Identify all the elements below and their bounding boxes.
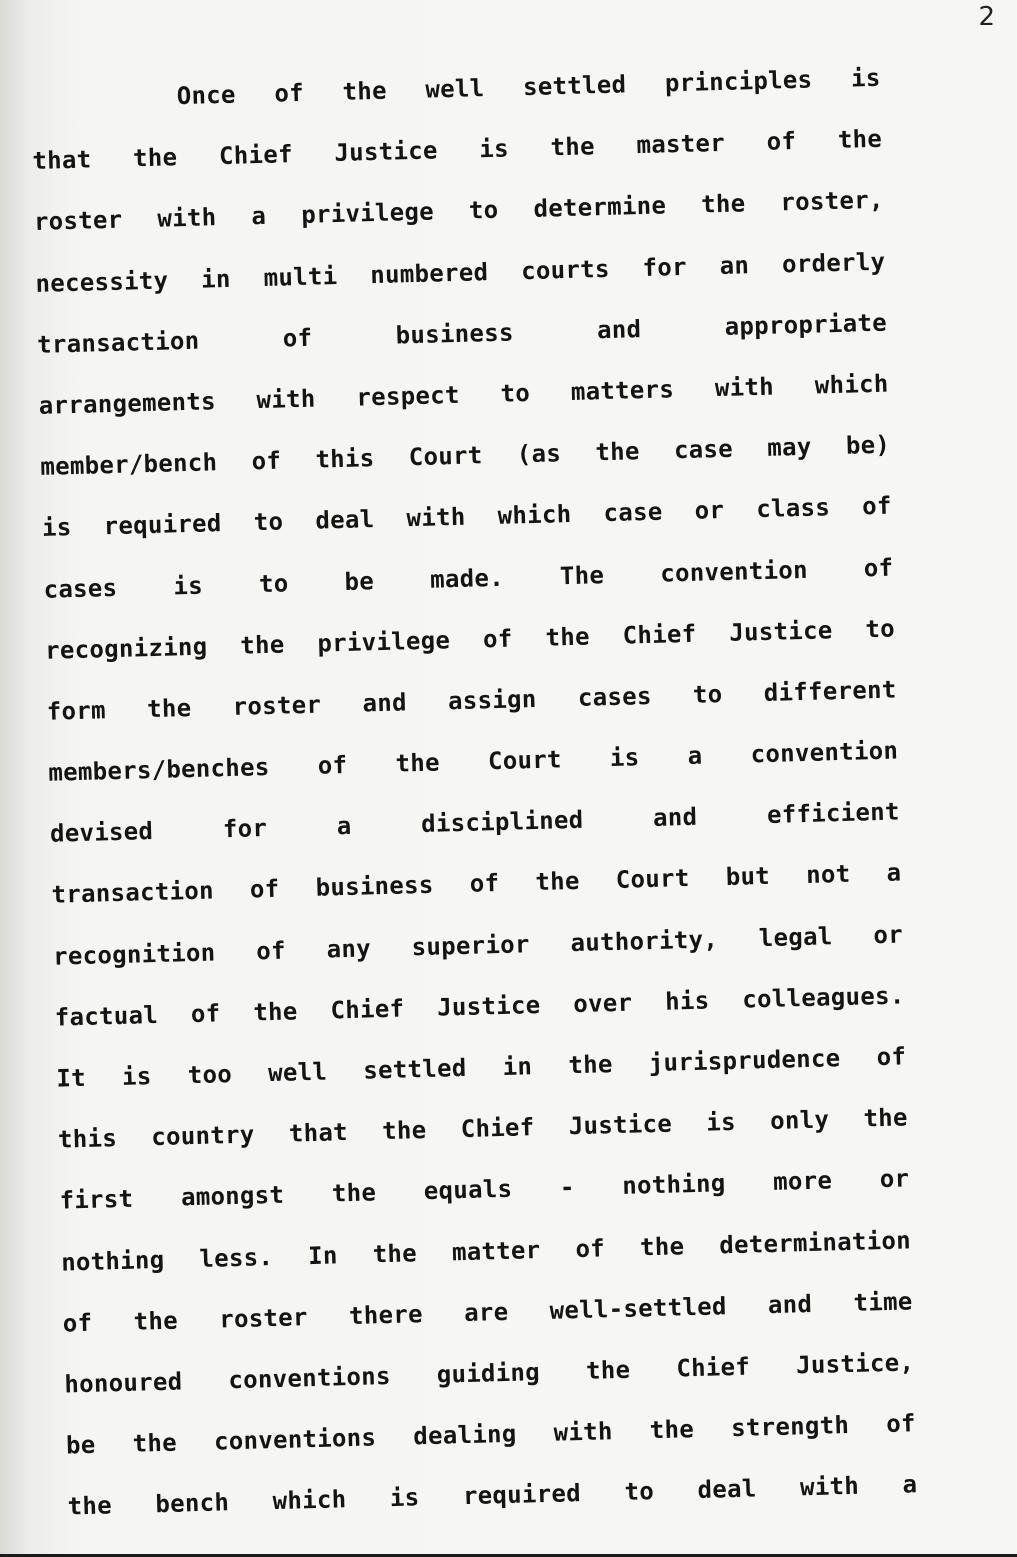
text-line: honoured conventions guiding the Chief Justice, bbox=[64, 1348, 915, 1399]
text-line: this country that the Chief Justice is only the bbox=[57, 1103, 909, 1154]
text-line: recognition of any superior authority, legal or bbox=[52, 920, 904, 971]
text-line: arrangements with respect to matters with which bbox=[38, 369, 889, 420]
text-line: is required to deal with which case or class of bbox=[41, 491, 893, 543]
text-line: the bench which is required to deal with a bbox=[67, 1470, 918, 1521]
text-line: members/benches of the Court is a convention bbox=[48, 736, 899, 787]
text-line: factual of the Chief Justice over his colleagues. bbox=[54, 981, 905, 1032]
text-line: roster with a privilege to determine the roster, bbox=[33, 186, 885, 237]
text-line: that the Chief Justice is the master of the bbox=[32, 124, 883, 176]
text-line: Once of the well settled principles is bbox=[176, 63, 881, 111]
text-line: transaction of business and appropriate bbox=[36, 308, 888, 359]
text-line: necessity in multi numbered courts for an orderly bbox=[35, 247, 886, 298]
text-line: form the roster and assign cases to different bbox=[46, 675, 897, 726]
text-line: It is too well settled in the jurisprudence of bbox=[56, 1042, 907, 1093]
text-line: first amongst the equals - nothing more or bbox=[59, 1164, 910, 1215]
text-line: recognizing the privilege of the Chief Justice to bbox=[44, 614, 896, 665]
text-line: cases is to be made. The convention of bbox=[43, 553, 894, 604]
body-text bbox=[30, 48, 918, 1538]
text-line: nothing less. In the matter of the determination bbox=[60, 1225, 912, 1277]
text-line: of the roster there are well-settled and time bbox=[62, 1287, 913, 1338]
text-line: transaction of business of the Court but not a bbox=[51, 858, 902, 910]
text-line: be the conventions dealing with the strength of bbox=[65, 1409, 917, 1460]
page-number: 2 bbox=[978, 2, 995, 32]
text-line: member/bench of this Court (as the case may be) bbox=[40, 430, 891, 481]
text-line: devised for a disciplined and efficient bbox=[49, 797, 901, 848]
